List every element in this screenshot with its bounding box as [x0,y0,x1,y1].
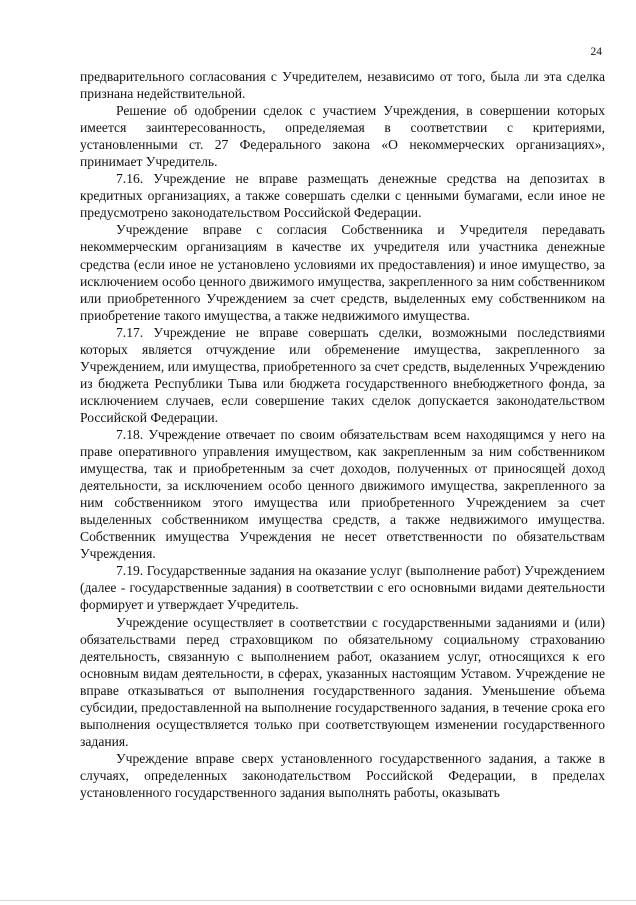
paragraph-7-18: 7.18. Учреждение отвечает по своим обязательствам всем находящимся у него на праве оперативного управления имуществом, как закрепленным за ним собственником имущества, так и приобретенным за счет доходов, полученных от приносящей доход деятельности, за исключением особо ценного движимого имущества, закрепленного за ним собственником этого имущества или приобретенного Учреждением за счет выделенных собственником имущества средств, а также недвижимого имущества. Собственник имущества Учреждения не несет ответственности по обязательствам Учреждения. [80,426,605,562]
paragraph-state-tasks: Учреждение осуществляет в соответствии с государственными заданиями и (или) обязательствами перед страховщиком по обязательному социальному страхованию деятельность, связанную с выполнением работ, оказанием услуг, относящихся к его основным видам деятельности, в сферах, указанных настоящим Уставом. Учреждение не вправе отказываться от выполнения государственного задания. Уменьшение объема субсидии, предоставленной на выполнение государственного задания, в течение срока его выполнения осуществляется только при соответствующем изменении государственного задания. [80,614,605,749]
paragraph-7-16: 7.16. Учреждение не вправе размещать денежные средства на депозитах в кредитных организациях, а также совершать сделки с ценными бумагами, если иное не предусмотрено законодательством Российской Федерации. [80,171,605,221]
paragraph-7-19: 7.19. Государственные задания на оказание услуг (выполнение работ) Учреждением (далее - государственные задания) в соответствии с его основными видами деятельности формирует и утверждает Учредитель. [80,563,605,613]
paragraph-extra-works: Учреждение вправе сверх установленного государственного задания, а также в случаях, определенных законодательством Российской Федерации, в пределах установленного государственного задания выполнять работы, оказывать [80,750,605,800]
paragraph-continuation: предварительного согласования с Учредителем, независимо от того, была ли эта сделка признана недействительной. [80,69,605,102]
document-body [80,68,605,801]
page-number: 24 [590,46,602,58]
paragraph-7-17: 7.17. Учреждение не вправе совершать сделки, возможными последствиями которых является отчуждение или обременение имущества, закрепленного за Учреждением, или имущества, приобретенного за счет средств, выделенных Учреждению из бюджета Республики Тыва или бюджета государственного внебюджетного фонда, за исключением случаев, если совершение таких сделок допускается законодательством Российской Федерации. [80,324,605,425]
paragraph-interested-deals: Решение об одобрении сделок с участием Учреждения, в совершении которых имеется заинтересованность, определяемая в соответствии с критериями, установленными ст. 27 Федерального закона «О некоммерческих организациях», принимает Учредитель. [80,103,605,170]
paragraph-transfer-assets: Учреждение вправе с согласия Собственника и Учредителя передавать некоммерческим организациям в качестве их учредителя или участника денежные средства (если иное не установлено условиями их предоставления) и иное имущество, за исключением особо ценного движимого имущества, закрепленного за ним собственником или приобретенного Учреждением за счет средств, выделенных ему собственником на приобретение такого имущества, а также недвижимого имущества. [80,222,605,323]
bottom-edge-line [0,900,636,901]
